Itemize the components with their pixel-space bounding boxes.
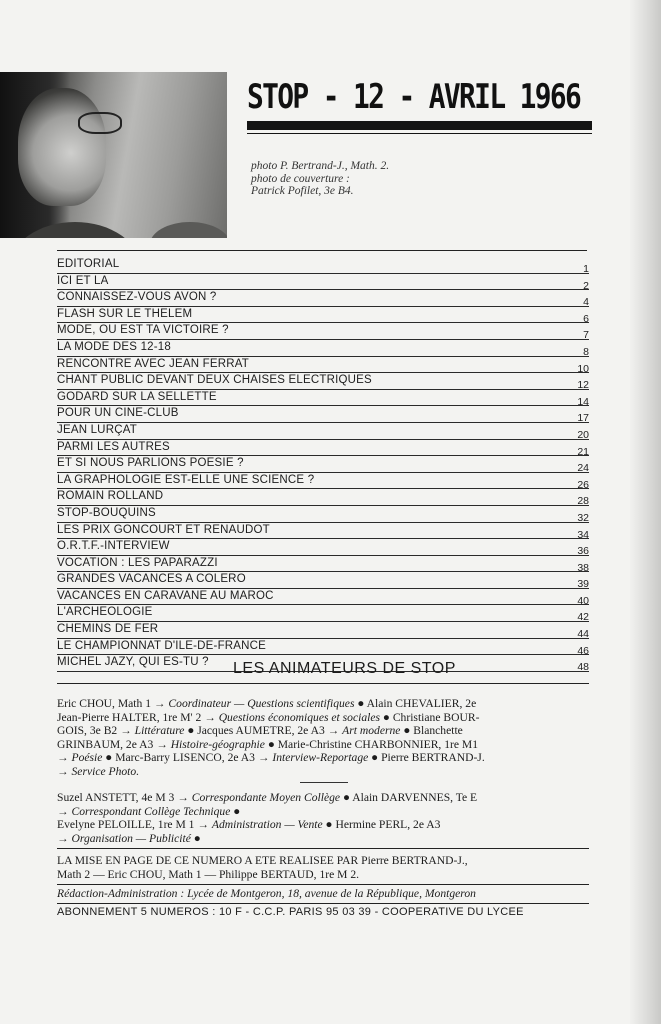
role-text: Poésie <box>71 751 103 765</box>
toc-row <box>57 456 589 473</box>
toc-title: VOCATION : LES PAPARAZZI <box>57 556 218 569</box>
toc-page-number: 39 <box>577 578 589 591</box>
toc-title: STOP-BOUQUINS <box>57 506 156 519</box>
role-text: Administration — Vente <box>211 818 323 832</box>
mise-en-page-line: LA MISE EN PAGE DE CE NUMERO A ETE REALISEE PAR Pierre BERTRAND-J., <box>57 854 468 867</box>
toc-page-number: 17 <box>577 412 589 425</box>
toc-title: CONNAISSEZ-VOUS AVON ? <box>57 291 217 304</box>
role-text: Interview-Reportage <box>272 751 369 765</box>
editorial-address: Rédaction-Administration : Lycée de Montgeron, 18, avenue de la République, Montgeron <box>57 887 476 900</box>
toc-page-number: 44 <box>577 628 589 641</box>
name-text: GRINBAUM, 2e A3 → <box>57 737 171 751</box>
name-text: ● Christiane BOUR- <box>380 710 480 724</box>
toc-page-number: 38 <box>577 561 589 574</box>
name-text: → <box>57 831 72 845</box>
toc-row <box>57 323 589 340</box>
toc-page-number: 7 <box>583 329 589 342</box>
role-text: Correspondant Collège Technique <box>71 804 231 818</box>
name-text: ● Pierre BERTRAND-J. <box>368 751 485 765</box>
name-text: Eric CHOU, Math 1 → <box>57 697 169 710</box>
toc-page-number: 42 <box>577 611 589 624</box>
toc-title: VACANCES EN CARAVANE AU MAROC <box>57 589 274 602</box>
title-thin-rule <box>247 133 592 134</box>
header-photo <box>0 72 227 238</box>
toc-page-number: 46 <box>577 644 589 657</box>
toc-row <box>57 390 589 407</box>
toc-title: EDITORIAL <box>57 258 120 270</box>
toc-page-number: 1 <box>583 263 589 275</box>
name-text: Evelyne PELOILLE, 1re M 1 → <box>57 818 212 832</box>
name-text: ● Hermine PERL, 2e A3 <box>322 818 441 832</box>
photo-credits <box>251 160 551 198</box>
toc-page-number: 32 <box>577 511 589 524</box>
animateurs-line <box>57 818 591 832</box>
toc-title: LE CHAMPIONNAT D'ILE-DE-FRANCE <box>57 639 267 652</box>
toc-title: LA GRAPHOLOGIE EST-ELLE UNE SCIENCE ? <box>57 473 315 486</box>
animateurs-line <box>57 765 591 779</box>
animateurs-line <box>57 711 591 725</box>
name-text: ● Marc-Barry LISENCO, 2e A3 → <box>102 751 273 765</box>
role-text: Art moderne <box>342 724 401 738</box>
toc-page-number: 24 <box>577 462 589 475</box>
photo-glasses <box>78 112 122 134</box>
toc-title: CHEMINS DE FER <box>57 623 159 636</box>
issue-title: STOP - 12 - AVRIL 1966 <box>247 77 581 117</box>
animateurs-line <box>57 832 591 846</box>
toc-title: ET SI NOUS PARLIONS POESIE ? <box>57 457 244 470</box>
toc-title: POUR UN CINE-CLUB <box>57 407 179 420</box>
name-text: ● Blanchette <box>400 724 463 738</box>
animateurs-line <box>57 751 591 765</box>
heading-rule <box>57 683 589 684</box>
toc-title: L'ARCHEOLOGIE <box>57 606 153 619</box>
name-text: ● Alain DARVENNES, Te E <box>340 791 478 804</box>
animateurs-line <box>57 738 591 752</box>
name-text: → <box>57 764 72 778</box>
toc-title: MODE, OU EST TA VICTOIRE ? <box>57 324 229 337</box>
role-text: Service Photo. <box>71 764 140 778</box>
toc-page-number: 36 <box>577 545 589 558</box>
title-thick-rule <box>247 121 592 130</box>
toc-row <box>57 506 589 523</box>
toc-title: GODARD SUR LA SELLETTE <box>57 390 217 403</box>
name-text: Suzel ANSTETT, 4e M 3 → <box>57 791 192 804</box>
toc-page-number: 12 <box>577 379 589 392</box>
name-text: ● Alain CHEVALIER, 2e <box>354 697 477 710</box>
animateurs-line <box>57 724 591 738</box>
toc-title: ICI ET LA <box>57 274 109 287</box>
toc-row <box>57 572 589 589</box>
toc-top-rule <box>57 250 587 251</box>
animateurs-line <box>57 697 591 711</box>
toc-title: PARMI LES AUTRES <box>57 440 170 453</box>
toc-page-number: 40 <box>577 594 589 607</box>
toc-page-number: 2 <box>583 279 589 292</box>
toc-title: O.R.T.F.-INTERVIEW <box>57 540 170 553</box>
name-text: ● <box>230 804 241 818</box>
mise-en-page-credits <box>57 854 591 881</box>
toc-row <box>57 373 589 390</box>
toc-row <box>57 639 589 656</box>
toc-title: MICHEL JAZY, QUI ES-TU ? <box>57 656 209 669</box>
toc-page-number: 28 <box>577 495 589 508</box>
animateurs-line <box>57 805 591 819</box>
name-text: → <box>57 804 72 818</box>
toc-page-number: 20 <box>577 428 589 441</box>
toc-title: ROMAIN ROLLAND <box>57 490 164 503</box>
toc-page-number: 6 <box>583 312 589 325</box>
animateurs-list-1 <box>57 697 591 779</box>
toc-row <box>57 539 589 556</box>
toc-row <box>57 307 589 324</box>
role-text: Histoire-géographie <box>170 737 265 751</box>
toc-title: LA MODE DES 12-18 <box>57 340 171 353</box>
toc-row <box>57 489 589 506</box>
toc-page-number: 34 <box>577 528 589 541</box>
toc-row <box>57 257 589 274</box>
address-rule <box>57 884 589 885</box>
toc-row <box>57 589 589 606</box>
toc-row <box>57 523 589 540</box>
toc-title: FLASH SUR LE THELEM <box>57 307 193 320</box>
role-text: Coordinateur — Questions scientifiques <box>168 697 355 710</box>
abonnement-rule <box>57 903 589 904</box>
name-text: ● Jacques AUMETRE, 2e A3 → <box>184 724 343 738</box>
toc-page-number: 4 <box>583 296 589 309</box>
toc-page-number: 26 <box>577 478 589 491</box>
toc-page-number: 14 <box>577 395 589 408</box>
section-divider <box>300 782 348 783</box>
toc-title: LES PRIX GONCOURT ET RENAUDOT <box>57 523 270 536</box>
toc-row <box>57 556 589 573</box>
page-edge-shadow <box>630 0 661 1024</box>
toc-row <box>57 340 589 357</box>
toc-row <box>57 473 589 490</box>
photo-trees <box>150 222 227 238</box>
animateurs-line <box>57 791 591 805</box>
toc-row <box>57 440 589 457</box>
mise-en-page-line: Math 2 — Eric CHOU, Math 1 — Philippe BERTAUD, 1re M 2. <box>57 867 360 881</box>
toc-title: RENCONTRE AVEC JEAN FERRAT <box>57 357 249 370</box>
toc-page-number: 48 <box>577 661 589 674</box>
toc-page-number: 8 <box>583 345 589 358</box>
name-text: → <box>57 751 72 765</box>
toc-title: JEAN LURÇAT <box>57 423 137 436</box>
name-text: ● Marie-Christine CHARBONNIER, 1re M1 <box>264 737 479 751</box>
credit-line: Patrick Pofilet, 3e B4. <box>251 185 354 197</box>
credit-line: photo P. Bertrand-J., Math. 2. <box>251 160 390 172</box>
role-text: Organisation — Publicité <box>71 831 191 845</box>
toc-row <box>57 622 589 639</box>
toc-row <box>57 290 589 307</box>
toc-page-number: 10 <box>577 362 589 375</box>
photo-face <box>18 88 106 206</box>
name-text: GOIS, 3e B2 → <box>57 724 135 738</box>
toc-row <box>57 406 589 423</box>
mise-en-page-rule <box>57 848 589 849</box>
role-text: Correspondante Moyen Collège <box>191 791 341 804</box>
role-text: Littérature <box>134 724 185 738</box>
toc-title: CHANT PUBLIC DEVANT DEUX CHAISES ELECTRIQUES <box>57 374 372 387</box>
animateurs-list-2 <box>57 791 591 845</box>
role-text: Questions économiques et sociales <box>218 710 381 724</box>
toc-row <box>57 423 589 440</box>
credit-line: photo de couverture : <box>251 172 350 185</box>
name-text: ● <box>190 831 201 845</box>
toc-row <box>57 274 589 291</box>
toc-page-number: 21 <box>577 445 589 458</box>
toc-row <box>57 605 589 622</box>
toc-title: GRANDES VACANCES A COLERO <box>57 573 246 586</box>
toc-row <box>57 357 589 374</box>
table-of-contents <box>57 257 589 672</box>
name-text: Jean-Pierre HALTER, 1re M' 2 → <box>57 710 219 724</box>
animateurs-heading: LES ANIMATEURS DE STOP <box>233 660 456 677</box>
subscription-info: ABONNEMENT 5 NUMEROS : 10 F - C.C.P. PARIS 95 03 39 - COOPERATIVE DU LYCEE <box>57 906 524 918</box>
